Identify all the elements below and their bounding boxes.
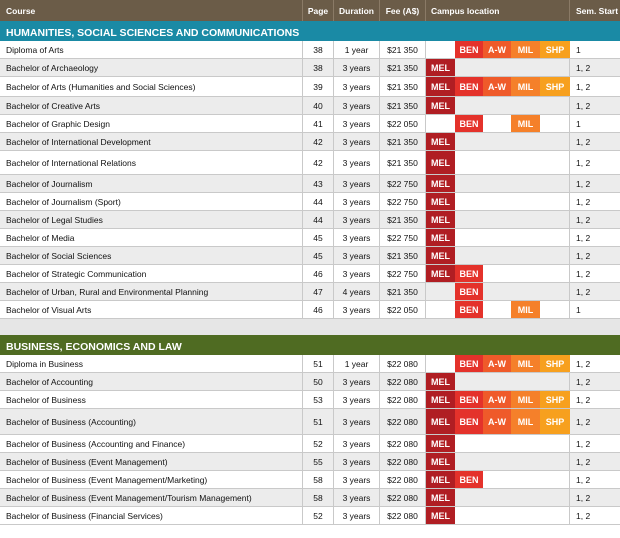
- table-row: [0, 77, 620, 97]
- semester-start: 1, 2: [576, 286, 591, 297]
- fee: $21 350: [380, 211, 426, 228]
- page-number: 41: [303, 115, 334, 132]
- campus-tag-mel: MEL: [426, 175, 455, 192]
- duration: 3 years: [334, 507, 380, 524]
- campus-tag-ben: BEN: [455, 301, 483, 318]
- campus-tag-mel: MEL: [426, 373, 455, 390]
- fee: $21 350: [380, 133, 426, 150]
- campus-tag-mel: MEL: [426, 489, 455, 506]
- fee: $21 350: [380, 41, 426, 58]
- semester-start: 1, 2: [576, 394, 591, 405]
- campus-tag-ben: BEN: [455, 115, 483, 132]
- campus-tag-mel: MEL: [426, 211, 455, 228]
- duration: 3 years: [334, 77, 380, 96]
- course-name: Bachelor of Business (Event Management): [0, 453, 303, 470]
- fee: $22 080: [380, 453, 426, 470]
- page-number: 47: [303, 283, 334, 300]
- campus-tag-mel: MEL: [426, 151, 455, 174]
- page-number: 44: [303, 193, 334, 210]
- page-number: 50: [303, 373, 334, 390]
- campus-tag-shp: SHP: [540, 409, 570, 434]
- semester-start: 1, 2: [576, 510, 591, 521]
- course-name: Bachelor of Journalism: [0, 175, 303, 192]
- campus-tag-aw: A-W: [483, 41, 511, 58]
- duration: 3 years: [334, 133, 380, 150]
- page-number: 58: [303, 471, 334, 488]
- semester-start: 1, 2: [576, 157, 591, 168]
- page-number: 58: [303, 489, 334, 506]
- campus-tag-ben: BEN: [455, 77, 483, 96]
- duration: 3 years: [334, 301, 380, 318]
- table-row: [0, 391, 620, 409]
- campus-tag-mel: MEL: [426, 77, 455, 96]
- fee: $22 050: [380, 301, 426, 318]
- semester-start: 1, 2: [576, 214, 591, 225]
- fee: $22 080: [380, 435, 426, 452]
- table-row: [0, 115, 620, 133]
- campus-tag-ben: BEN: [455, 283, 483, 300]
- campus-tag-mil: MIL: [511, 41, 540, 58]
- campus-locations: [426, 77, 570, 96]
- campus-locations: [426, 229, 570, 246]
- campus-locations: [426, 115, 570, 132]
- table-row: [0, 355, 620, 373]
- duration: 3 years: [334, 373, 380, 390]
- semester-start: 1, 2: [576, 62, 591, 73]
- page-number: 51: [303, 355, 334, 372]
- campus-tag-mel: MEL: [426, 97, 455, 114]
- col-sem-header: Sem. Start: [576, 5, 619, 16]
- semester-start: 1, 2: [576, 416, 591, 427]
- table-row: [0, 151, 620, 175]
- campus-tag-mel: MEL: [426, 409, 455, 434]
- col-course-header: Course: [0, 0, 303, 21]
- semester-start: 1, 2: [576, 232, 591, 243]
- semester-start: 1: [576, 304, 581, 315]
- campus-tag-mel: MEL: [426, 471, 455, 488]
- campus-tag-mil: MIL: [511, 301, 540, 318]
- campus-tag-mil: MIL: [511, 355, 540, 372]
- campus-locations: [426, 59, 570, 76]
- campus-tag-aw: A-W: [483, 391, 511, 408]
- table-row: [0, 229, 620, 247]
- col-campus-header: Campus location: [426, 0, 570, 21]
- course-name: Bachelor of Creative Arts: [0, 97, 303, 114]
- page-number: 51: [303, 409, 334, 434]
- table-header: [0, 0, 620, 21]
- duration: 3 years: [334, 115, 380, 132]
- page-number: 43: [303, 175, 334, 192]
- page-number: 55: [303, 453, 334, 470]
- semester-start: 1, 2: [576, 358, 591, 369]
- page-number: 45: [303, 229, 334, 246]
- campus-tag-shp: SHP: [540, 355, 570, 372]
- duration: 4 years: [334, 283, 380, 300]
- campus-tag-mel: MEL: [426, 453, 455, 470]
- campus-locations: [426, 283, 570, 300]
- table-row: [0, 373, 620, 391]
- table-row: [0, 193, 620, 211]
- campus-tag-shp: SHP: [540, 41, 570, 58]
- duration: 1 year: [334, 355, 380, 372]
- campus-locations: [426, 453, 570, 470]
- course-name: Diploma of Arts: [0, 41, 303, 58]
- col-duration-header: Duration: [334, 0, 380, 21]
- duration: 1 year: [334, 41, 380, 58]
- course-name: Bachelor of Media: [0, 229, 303, 246]
- col-fee-header: Fee (A$): [380, 0, 426, 21]
- page-number: 45: [303, 247, 334, 264]
- duration: 3 years: [334, 489, 380, 506]
- table-row: [0, 133, 620, 151]
- campus-locations: [426, 133, 570, 150]
- course-name: Bachelor of Archaeology: [0, 59, 303, 76]
- section-title: BUSINESS, ECONOMICS AND LAW: [0, 335, 620, 355]
- campus-locations: [426, 211, 570, 228]
- fee: $21 350: [380, 77, 426, 96]
- page-number: 42: [303, 151, 334, 174]
- duration: 3 years: [334, 59, 380, 76]
- fee: $22 080: [380, 409, 426, 434]
- campus-tag-shp: SHP: [540, 77, 570, 96]
- table-row: [0, 265, 620, 283]
- campus-tag-ben: BEN: [455, 391, 483, 408]
- campus-tag-mel: MEL: [426, 59, 455, 76]
- duration: 3 years: [334, 211, 380, 228]
- campus-tag-mel: MEL: [426, 391, 455, 408]
- campus-locations: [426, 471, 570, 488]
- table-row: [0, 283, 620, 301]
- col-page-header: Page: [303, 0, 334, 21]
- duration: 3 years: [334, 453, 380, 470]
- campus-tag-mel: MEL: [426, 435, 455, 452]
- page-number: 42: [303, 133, 334, 150]
- fee: $22 750: [380, 229, 426, 246]
- page-number: 44: [303, 211, 334, 228]
- duration: 3 years: [334, 97, 380, 114]
- campus-tag-mel: MEL: [426, 507, 455, 524]
- semester-start: 1, 2: [576, 438, 591, 449]
- duration: 3 years: [334, 151, 380, 174]
- fee: $21 350: [380, 97, 426, 114]
- fee: $22 080: [380, 489, 426, 506]
- page-number: 53: [303, 391, 334, 408]
- fee: $22 080: [380, 373, 426, 390]
- campus-tag-mel: MEL: [426, 193, 455, 210]
- fee: $22 750: [380, 175, 426, 192]
- table-row: [0, 435, 620, 453]
- campus-tag-aw: A-W: [483, 355, 511, 372]
- course-name: Bachelor of International Relations: [0, 151, 303, 174]
- course-name: Bachelor of Business (Event Management/Tourism Management): [0, 489, 303, 506]
- campus-tag-ben: BEN: [455, 471, 483, 488]
- campus-tag-ben: BEN: [455, 41, 483, 58]
- campus-locations: [426, 151, 570, 174]
- fee: $21 350: [380, 151, 426, 174]
- campus-locations: [426, 193, 570, 210]
- duration: 3 years: [334, 193, 380, 210]
- section-title: HUMANITIES, SOCIAL SCIENCES AND COMMUNICATIONS: [0, 21, 620, 41]
- course-name: Bachelor of Graphic Design: [0, 115, 303, 132]
- fee: $22 080: [380, 507, 426, 524]
- campus-tag-aw: A-W: [483, 77, 511, 96]
- campus-locations: [426, 175, 570, 192]
- campus-locations: [426, 409, 570, 434]
- course-name: Bachelor of Journalism (Sport): [0, 193, 303, 210]
- table-row: [0, 409, 620, 435]
- table-row: [0, 175, 620, 193]
- campus-tag-mil: MIL: [511, 409, 540, 434]
- course-name: Bachelor of Legal Studies: [0, 211, 303, 228]
- duration: 3 years: [334, 409, 380, 434]
- campus-locations: [426, 489, 570, 506]
- campus-locations: [426, 41, 570, 58]
- semester-start: 1, 2: [576, 268, 591, 279]
- fee: $21 350: [380, 283, 426, 300]
- course-name: Bachelor of Business (Financial Services): [0, 507, 303, 524]
- semester-start: 1: [576, 118, 581, 129]
- fee: $22 080: [380, 471, 426, 488]
- course-name: Bachelor of Business (Accounting and Finance): [0, 435, 303, 452]
- course-name: Bachelor of Business (Event Management/Marketing): [0, 471, 303, 488]
- table-row: [0, 471, 620, 489]
- course-name: Bachelor of Social Sciences: [0, 247, 303, 264]
- table-row: [0, 211, 620, 229]
- table-row: [0, 97, 620, 115]
- course-name: Bachelor of Arts (Humanities and Social Sciences): [0, 77, 303, 96]
- fee: $22 080: [380, 355, 426, 372]
- campus-locations: [426, 355, 570, 372]
- course-name: Bachelor of Business (Accounting): [0, 409, 303, 434]
- table-row: [0, 453, 620, 471]
- semester-start: 1, 2: [576, 196, 591, 207]
- semester-start: 1, 2: [576, 456, 591, 467]
- campus-tag-ben: BEN: [455, 409, 483, 434]
- semester-start: 1, 2: [576, 250, 591, 261]
- duration: 3 years: [334, 265, 380, 282]
- table-row: [0, 41, 620, 59]
- semester-start: 1, 2: [576, 376, 591, 387]
- semester-start: 1, 2: [576, 100, 591, 111]
- table-row: [0, 59, 620, 77]
- duration: 3 years: [334, 229, 380, 246]
- table-row: [0, 507, 620, 525]
- duration: 3 years: [334, 175, 380, 192]
- campus-tag-mel: MEL: [426, 265, 455, 282]
- fee: $22 750: [380, 265, 426, 282]
- campus-tag-mel: MEL: [426, 133, 455, 150]
- semester-start: 1, 2: [576, 474, 591, 485]
- duration: 3 years: [334, 391, 380, 408]
- campus-tag-aw: A-W: [483, 409, 511, 434]
- page-number: 52: [303, 435, 334, 452]
- fee: $22 750: [380, 193, 426, 210]
- semester-start: 1, 2: [576, 492, 591, 503]
- section-spacer: [0, 319, 620, 335]
- course-name: Bachelor of Visual Arts: [0, 301, 303, 318]
- page-number: 39: [303, 77, 334, 96]
- campus-tag-mel: MEL: [426, 229, 455, 246]
- table-row: [0, 247, 620, 265]
- semester-start: 1, 2: [576, 178, 591, 189]
- course-name: Bachelor of Accounting: [0, 373, 303, 390]
- campus-tag-ben: BEN: [455, 265, 483, 282]
- course-name: Bachelor of Business: [0, 391, 303, 408]
- campus-locations: [426, 97, 570, 114]
- campus-locations: [426, 507, 570, 524]
- page-number: 46: [303, 265, 334, 282]
- duration: 3 years: [334, 247, 380, 264]
- course-name: Diploma in Business: [0, 355, 303, 372]
- table-row: [0, 489, 620, 507]
- page-number: 40: [303, 97, 334, 114]
- campus-tag-mel: MEL: [426, 247, 455, 264]
- campus-tag-shp: SHP: [540, 391, 570, 408]
- page-number: 38: [303, 41, 334, 58]
- campus-tag-mil: MIL: [511, 391, 540, 408]
- semester-start: 1, 2: [576, 81, 591, 92]
- course-name: Bachelor of Urban, Rural and Environmental Planning: [0, 283, 303, 300]
- campus-tag-ben: BEN: [455, 355, 483, 372]
- fee: $21 350: [380, 59, 426, 76]
- duration: 3 years: [334, 471, 380, 488]
- course-name: Bachelor of Strategic Communication: [0, 265, 303, 282]
- campus-tag-mil: MIL: [511, 115, 540, 132]
- fee: $22 080: [380, 391, 426, 408]
- page-number: 46: [303, 301, 334, 318]
- page-number: 52: [303, 507, 334, 524]
- course-name: Bachelor of International Development: [0, 133, 303, 150]
- semester-start: 1, 2: [576, 136, 591, 147]
- campus-locations: [426, 435, 570, 452]
- campus-locations: [426, 265, 570, 282]
- campus-locations: [426, 373, 570, 390]
- table-row: [0, 301, 620, 319]
- duration: 3 years: [334, 435, 380, 452]
- campus-locations: [426, 247, 570, 264]
- fee: $22 050: [380, 115, 426, 132]
- campus-tag-mil: MIL: [511, 77, 540, 96]
- campus-locations: [426, 301, 570, 318]
- campus-locations: [426, 391, 570, 408]
- fee: $21 350: [380, 247, 426, 264]
- semester-start: 1: [576, 44, 581, 55]
- page-number: 38: [303, 59, 334, 76]
